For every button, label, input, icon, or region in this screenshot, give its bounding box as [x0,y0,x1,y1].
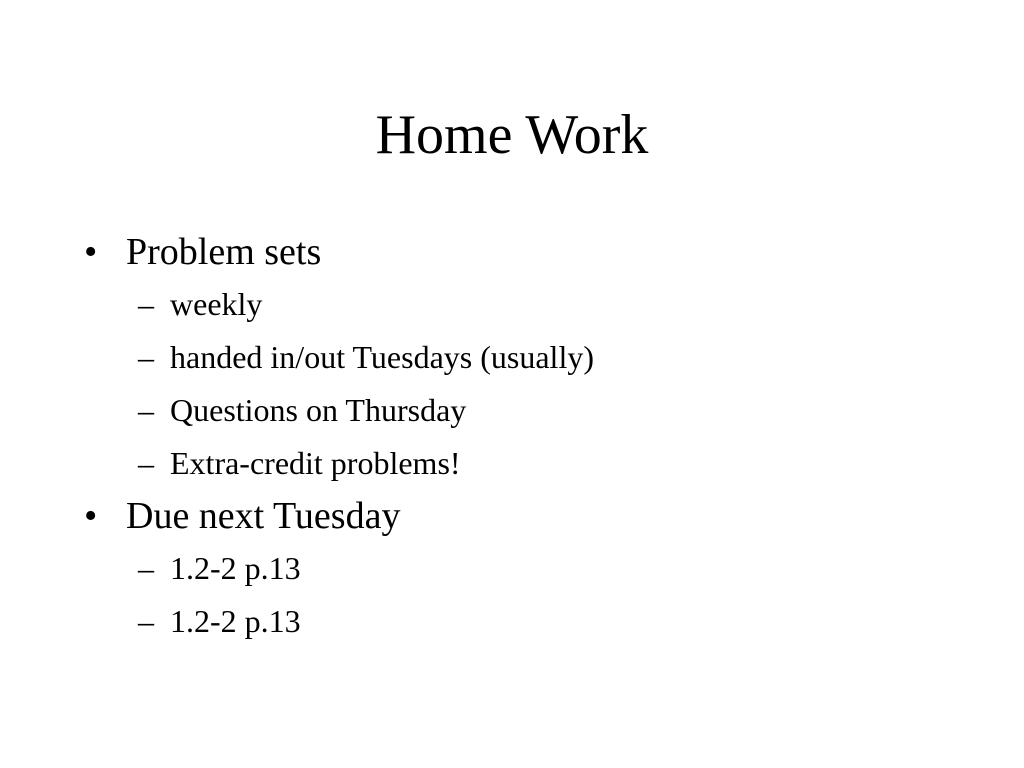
dash-marker: – [138,286,154,322]
dash-marker: – [138,445,154,481]
bullet-text: Problem sets [126,231,322,273]
sub-item [84,437,594,490]
bullet-item [84,490,594,542]
sub-item-text: 1.2-2 p.13 [170,550,301,586]
bullet-text: Due next Tuesday [126,495,401,537]
sub-item-text: 1.2-2 p.13 [170,603,301,639]
sub-item-text: weekly [170,286,263,322]
sub-item [84,542,594,595]
bullet-marker: • [84,495,98,537]
dash-marker: – [138,550,154,586]
dash-marker: – [138,392,154,428]
sub-item [84,384,594,437]
bullet-list [84,226,594,648]
sub-item [84,331,594,384]
bullet-group-problem-sets [84,226,594,490]
sub-item-text: handed in/out Tuesdays (usually) [170,339,594,375]
sub-item [84,595,594,648]
sub-list [84,542,594,648]
bullet-group-due-next-tuesday [84,490,594,648]
dash-marker: – [138,603,154,639]
slide-title: Home Work [375,104,649,166]
sub-item-text: Extra-credit problems! [170,445,461,481]
sub-item-text: Questions on Thursday [170,392,467,428]
bullet-item [84,226,594,278]
sub-list [84,278,594,490]
dash-marker: – [138,339,154,375]
bullet-marker: • [84,231,98,273]
sub-item [84,278,594,331]
